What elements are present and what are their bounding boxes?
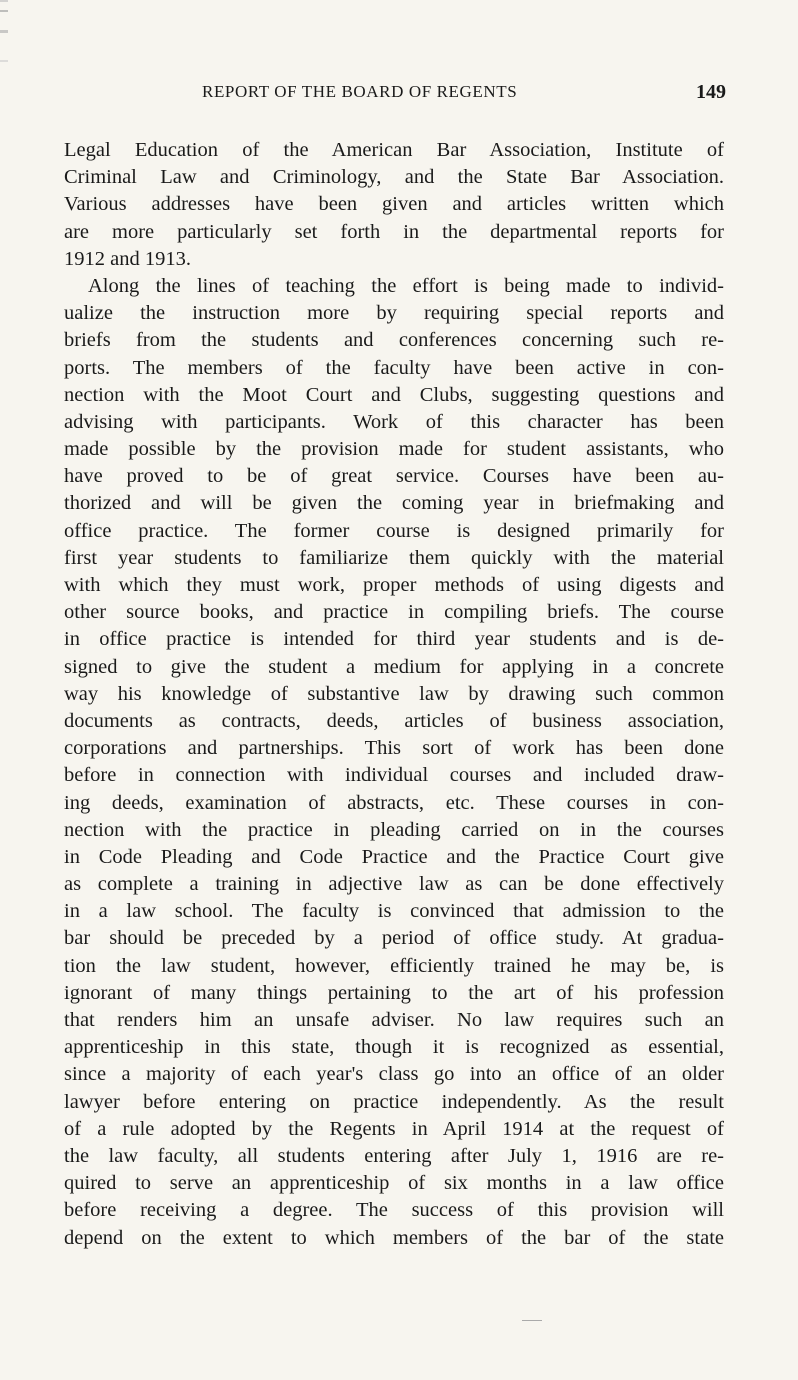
page-header (64, 82, 726, 112)
running-head: REPORT OF THE BOARD OF REGENTS (202, 82, 518, 101)
text-line: nection with the Moot Court and Clubs, suggesting questions and (64, 383, 724, 406)
text-line: Along the lines of teaching the effort is being made to individ- (88, 274, 724, 297)
text-line: quired to serve an apprenticeship of six months in a law office (64, 1172, 724, 1195)
text-line: signed to give the student a medium for applying in a concrete (64, 655, 724, 678)
text-line: documents as contracts, deeds, articles of business association, (64, 709, 724, 732)
text-line: briefs from the students and conferences concerning such re- (64, 329, 724, 352)
text-line: apprenticeship in this state, though it is recognized as essential, (64, 1036, 724, 1059)
text-line: ports. The members of the faculty have been active in con- (64, 356, 724, 379)
text-line: Criminal Law and Criminology, and the State Bar Association. (64, 166, 724, 189)
stray-mark (522, 1320, 542, 1321)
page-number: 149 (696, 81, 726, 103)
text-line: that renders him an unsafe adviser. No law requires such an (64, 1009, 724, 1031)
text-line: ing deeds, examination of abstracts, etc. These courses in con- (64, 791, 724, 814)
text-line: in a law school. The faculty is convinced that admission to the (64, 900, 724, 923)
text-line: are more particularly set forth in the departmental reports for (64, 220, 724, 243)
text-line: in office practice is intended for third year students and is de- (64, 628, 724, 651)
text-line: lawyer before entering on practice independently. As the result (64, 1090, 724, 1113)
text-line: before receiving a degree. The success of this provision will (64, 1199, 724, 1222)
text-line: tion the law student, however, efficiently trained he may be, is (64, 954, 724, 977)
text-line: corporations and partnerships. This sort of work has been done (64, 737, 724, 760)
text-line: bar should be preceded by a period of office study. At gradua- (64, 927, 724, 950)
text-line: depend on the extent to which members of the bar of the state (64, 1226, 724, 1249)
page-edge-marks (0, 0, 8, 120)
text-line: made possible by the provision made for student assistants, who (64, 438, 724, 461)
text-line: other source books, and practice in compiling briefs. The course (64, 601, 724, 624)
text-line: 1912 and 1913. (64, 247, 191, 270)
text-line: since a majority of each year's class go into an office of an older (64, 1063, 724, 1086)
text-line: thorized and will be given the coming year in briefmaking and (64, 492, 724, 515)
text-line: with which they must work, proper methods of using digests and (64, 574, 724, 596)
body-text (64, 137, 724, 1252)
text-line: Legal Education of the American Bar Association, Institute of (64, 139, 724, 161)
text-line: way his knowledge of substantive law by drawing such common (64, 682, 724, 705)
text-line: nection with the practice in pleading carried on in the courses (64, 818, 724, 841)
text-line: in Code Pleading and Code Practice and the Practice Court give (64, 845, 724, 868)
text-line: the law faculty, all students entering after July 1, 1916 are re- (64, 1144, 724, 1167)
text-line: first year students to familiarize them quickly with the material (64, 546, 724, 569)
text-line: of a rule adopted by the Regents in April 1914 at the request of (64, 1117, 724, 1140)
text-line: ignorant of many things pertaining to the art of his profession (64, 981, 724, 1004)
text-line: office practice. The former course is designed primarily for (64, 519, 724, 542)
text-line: ualize the instruction more by requiring special reports and (64, 302, 724, 325)
text-line: advising with participants. Work of this character has been (64, 410, 724, 433)
text-line: as complete a training in adjective law as can be done effectively (64, 873, 724, 896)
text-line: have proved to be of great service. Courses have been au- (64, 465, 724, 488)
text-line: before in connection with individual courses and included draw- (64, 764, 724, 787)
text-line: Various addresses have been given and articles written which (64, 193, 724, 216)
